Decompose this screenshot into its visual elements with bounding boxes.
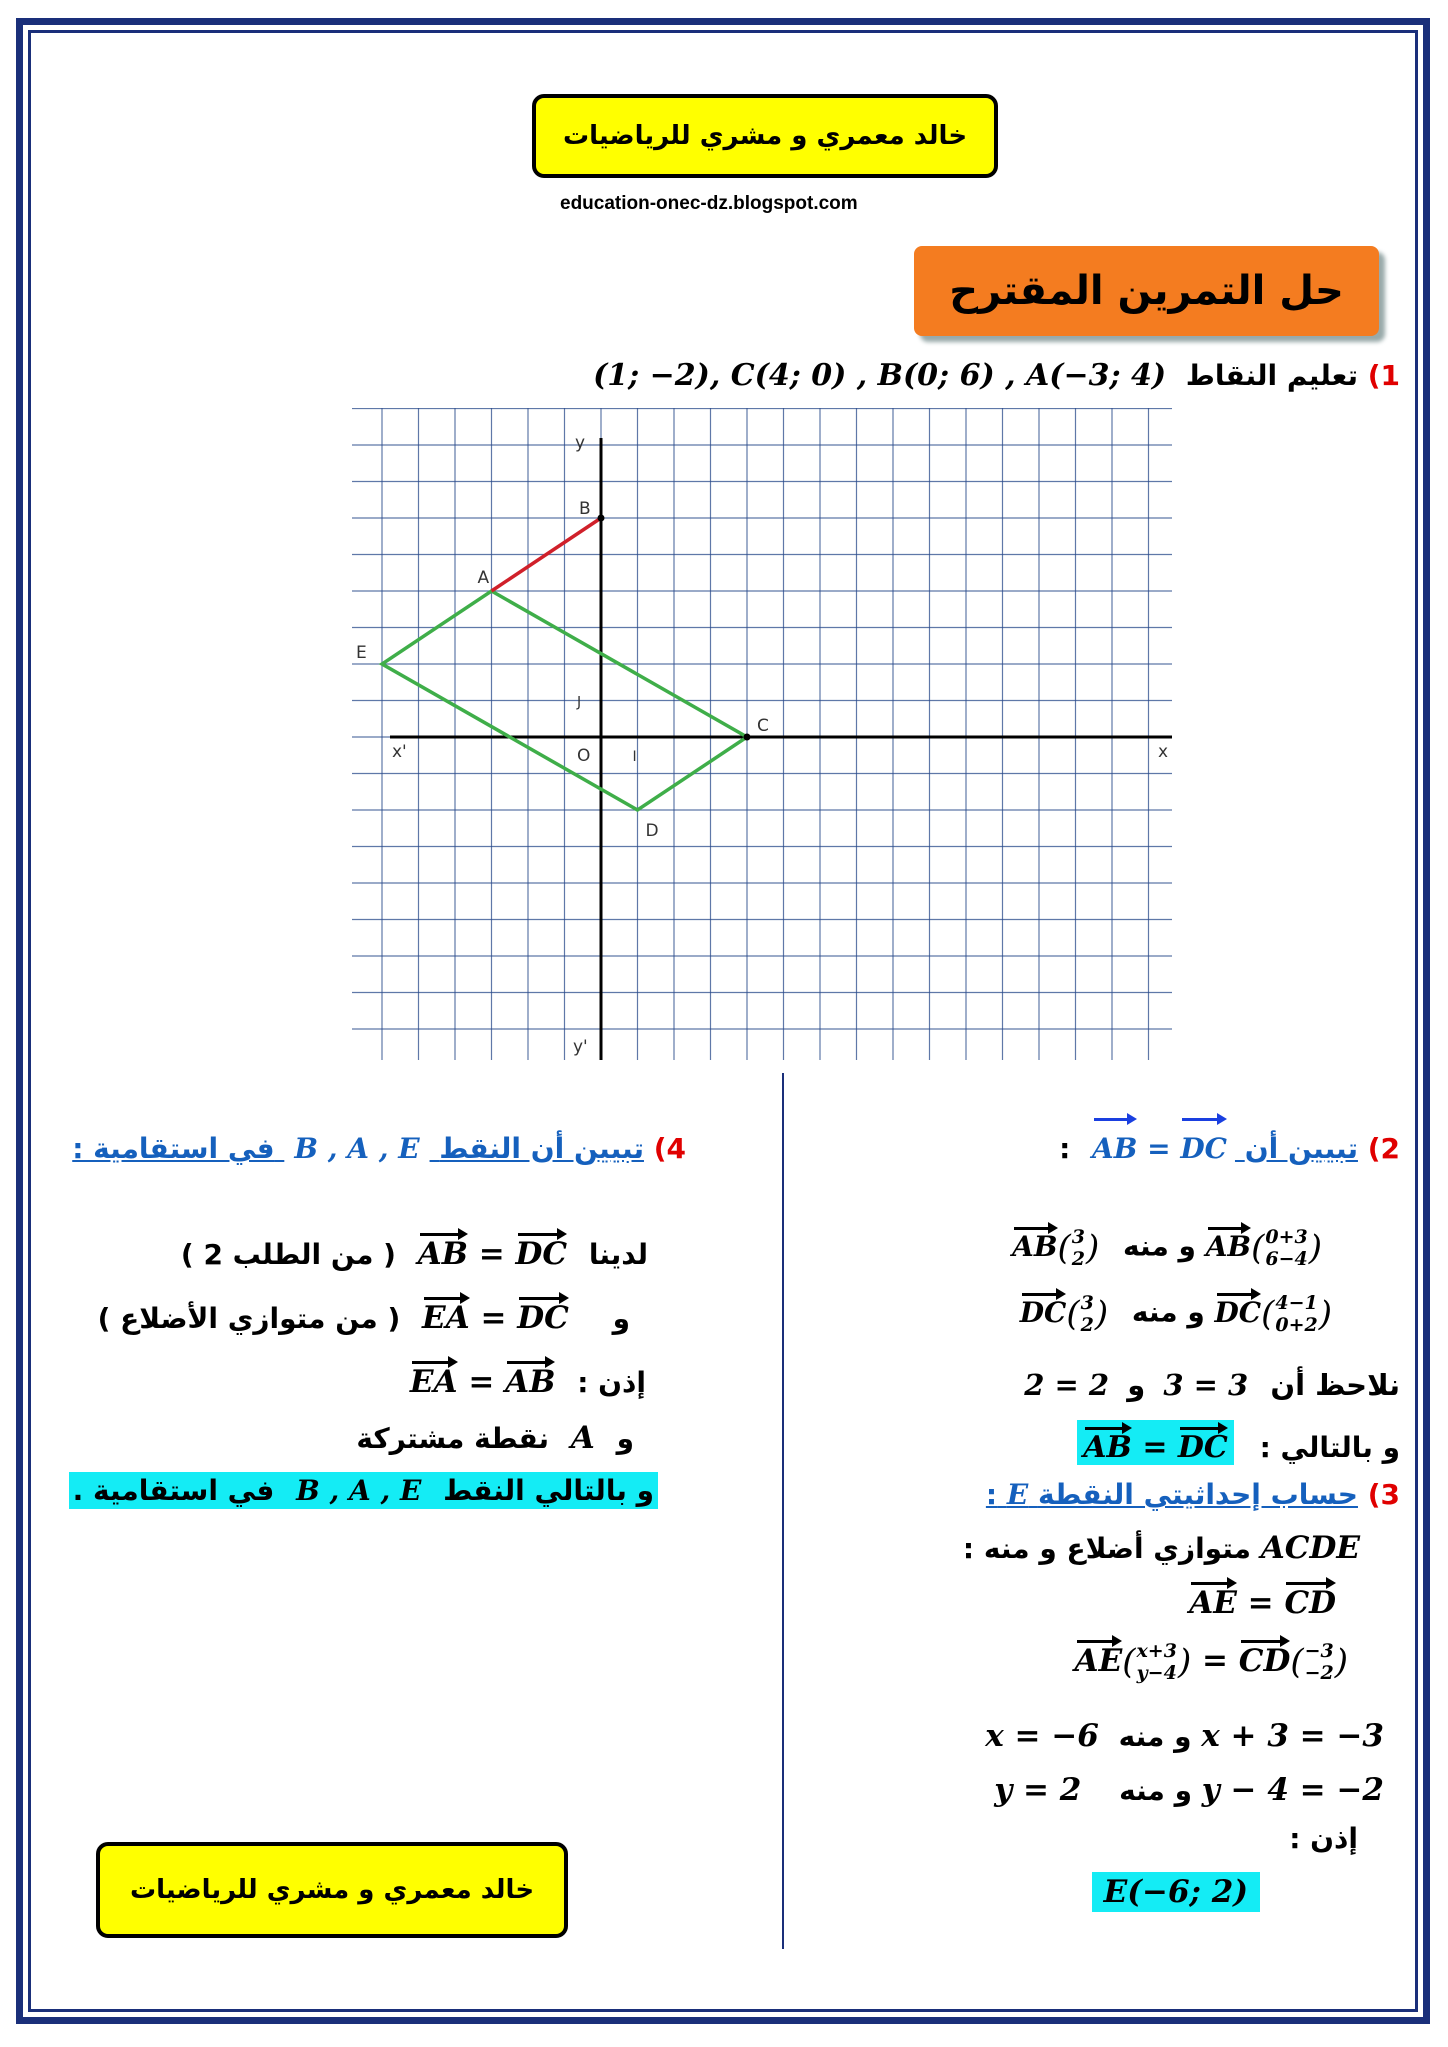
q2-ab-line xyxy=(1012,1226,1322,1270)
q3-vec-eq-line xyxy=(1189,1585,1336,1621)
label-origin: O xyxy=(577,746,591,766)
q3-components-line xyxy=(1075,1640,1348,1684)
q4-conclusion-end: في استقامية . xyxy=(72,1474,275,1507)
point-c xyxy=(744,734,751,741)
q2-heading-label: تبيين أن xyxy=(1244,1132,1358,1165)
q4-we-have: لدينا xyxy=(588,1238,648,1271)
section-title: حل التمرين المقترح xyxy=(949,268,1344,314)
ab-res-x: 3 xyxy=(1071,1226,1086,1248)
q3-parallelogram-text: متوازي أضلاع و منه : xyxy=(962,1532,1251,1565)
vector-ea-q4: EA xyxy=(422,1300,470,1336)
q4-conclusion-box xyxy=(69,1472,658,1509)
brand-title-bottom: خالد معمري و مشري للرياضيات xyxy=(129,1875,535,1905)
q3-heading-point: E xyxy=(1006,1478,1029,1511)
q4-heading-points: B , A , E xyxy=(294,1132,420,1165)
q4-heading xyxy=(72,1132,686,1165)
label-b: B xyxy=(579,499,591,519)
q2-and: و xyxy=(1127,1368,1146,1402)
ab-calc: AB( 0+3 6−4 ) xyxy=(1205,1226,1322,1270)
vector-ab-2: AB xyxy=(1012,1229,1058,1263)
q3-result-line xyxy=(1092,1872,1260,1912)
q3-heading-label: حساب إحداثيتي النقطة xyxy=(1037,1478,1358,1511)
vector-ae: AE xyxy=(1189,1585,1237,1621)
q4-common-point: نقطة مشتركة xyxy=(356,1422,550,1455)
q3-then: إذن : xyxy=(1289,1822,1358,1855)
q2-and-from-2: و منه xyxy=(1131,1295,1205,1329)
q3-y-line xyxy=(994,1772,1384,1808)
q3-res-y: y = 2 xyxy=(994,1772,1082,1808)
vector-ae-2: AE xyxy=(1074,1642,1123,1679)
q4-eq2: EA = DC xyxy=(422,1300,569,1336)
ae-comp-x: x+3 xyxy=(1136,1640,1177,1662)
q3-heading-colon: : xyxy=(985,1478,998,1511)
q1-text: تعليم النقاط xyxy=(1185,359,1358,392)
q3-number: 3) xyxy=(1367,1478,1400,1511)
label-unit-x: I xyxy=(632,749,637,765)
q4-conclusion-start: و بالتالي النقط xyxy=(443,1474,654,1507)
q2-dc-line xyxy=(1020,1292,1332,1336)
q4-line2 xyxy=(98,1300,630,1336)
ab-calc-x: 0+3 xyxy=(1265,1226,1308,1248)
q3-res-x: x = −6 xyxy=(985,1718,1099,1754)
section-title-banner xyxy=(914,246,1379,336)
vector-cd: CD xyxy=(1284,1585,1336,1621)
vector-ab-q4: AB xyxy=(417,1236,468,1272)
q3-x-line xyxy=(985,1718,1384,1754)
vector-dc-heading: DC xyxy=(1180,1132,1227,1165)
dc-calc-y: 0+2 xyxy=(1275,1314,1318,1336)
q4-number: 4) xyxy=(653,1132,686,1165)
q2-and-from-1: و منه xyxy=(1123,1229,1196,1263)
site-url: education-onec-dz.blogspot.com xyxy=(560,193,858,214)
vector-dc-q4: DC xyxy=(515,1236,568,1272)
brand-banner-bottom xyxy=(96,1842,568,1938)
q2-notice: نلاحظ أن xyxy=(1270,1368,1400,1402)
label-x-axis: x xyxy=(1158,742,1169,762)
ae-comp-y: y−4 xyxy=(1136,1662,1177,1684)
q4-point-a: A xyxy=(570,1420,595,1456)
q3-heading xyxy=(986,1478,1400,1511)
q4-from-para: ( من متوازي الأضلاع ) xyxy=(97,1302,401,1335)
label-x-neg-axis: x' xyxy=(392,742,407,762)
q4-and-2: و xyxy=(616,1422,634,1455)
q2-therefore: و بالتالي : xyxy=(1259,1431,1400,1464)
q4-line4 xyxy=(356,1420,634,1456)
q4-from-q2: ( من الطلب 2 ) xyxy=(180,1238,396,1271)
q2-therefore-line xyxy=(1077,1420,1400,1465)
q2-notice-eq1: 3 = 3 xyxy=(1163,1368,1249,1402)
brand-title: خالد معمري و مشري للرياضيات xyxy=(562,121,968,151)
q2-heading-text xyxy=(1092,1132,1358,1165)
label-d: D xyxy=(645,821,659,841)
cd-comp-y: −2 xyxy=(1304,1662,1334,1684)
vector-ab-q4-2: AB xyxy=(505,1364,556,1400)
q3-heading-text xyxy=(986,1478,1358,1511)
label-e: E xyxy=(356,643,367,663)
q2-result: AB = DC xyxy=(1077,1420,1234,1465)
dc-calc: DC( 4−1 0+2 ) xyxy=(1214,1292,1332,1336)
q4-heading-end: في استقامية : xyxy=(72,1132,275,1165)
q4-conclusion-points: B , A , E xyxy=(296,1474,422,1507)
q3-parallelogram-name: ACDE xyxy=(1260,1530,1360,1566)
dc-calc-x: 4−1 xyxy=(1275,1292,1318,1314)
vector-ab: AB xyxy=(1205,1229,1252,1263)
q1-line xyxy=(593,358,1400,393)
q2-notice-line xyxy=(1024,1368,1400,1402)
q2-heading-eq: AB = DC xyxy=(1092,1132,1227,1165)
vector-ab-heading: AB xyxy=(1092,1132,1138,1165)
q4-line1 xyxy=(181,1236,648,1272)
q3-then-line xyxy=(1289,1822,1358,1855)
q4-line3 xyxy=(410,1364,646,1400)
q3-result: E(−6; 2) xyxy=(1092,1872,1260,1912)
label-c: C xyxy=(757,716,769,736)
q2-colon: : xyxy=(1059,1132,1071,1165)
q1-number: 1) xyxy=(1367,359,1400,392)
dc-res-x: 3 xyxy=(1080,1292,1094,1314)
q2-heading xyxy=(1059,1132,1400,1165)
q4-eq1: AB = DC xyxy=(417,1236,568,1272)
cd-comp-x: −3 xyxy=(1304,1640,1334,1662)
q3-and-from-y: و منه xyxy=(1119,1774,1192,1807)
point-b xyxy=(598,515,605,522)
vector-ea-q4-2: EA xyxy=(409,1364,458,1400)
vector-dc: DC xyxy=(1214,1295,1262,1329)
vector-ab-result: AB xyxy=(1083,1430,1132,1465)
ab-calc-y: 6−4 xyxy=(1265,1248,1308,1270)
vector-cd-2: CD xyxy=(1238,1642,1291,1679)
brand-banner-top xyxy=(532,94,998,178)
label-a: A xyxy=(477,568,490,588)
q3-components: AE( x+3 y−4 ) = CD( −3 −2 ) xyxy=(1074,1640,1348,1684)
q3-eq-y: y − 4 = −2 xyxy=(1201,1772,1384,1808)
column-divider xyxy=(782,1073,784,1949)
q4-conclusion xyxy=(69,1474,658,1507)
ab-res-y: 2 xyxy=(1071,1248,1086,1270)
dc-res-y: 2 xyxy=(1080,1314,1094,1336)
q4-then: إذن : xyxy=(577,1366,646,1399)
q4-eq3: EA = AB xyxy=(409,1364,556,1400)
q4-heading-text xyxy=(72,1132,644,1165)
q3-parallelogram-line xyxy=(963,1530,1360,1566)
vector-dc-2: DC xyxy=(1019,1295,1067,1329)
q4-heading-label: تبيين أن النقط xyxy=(439,1132,644,1165)
q3-vec-eq: AE = CD xyxy=(1189,1585,1336,1621)
coordinate-graph xyxy=(352,408,1172,1060)
q1-points: (1; −2), C(4; 0) , B(0; 6) , A(−3; 4) xyxy=(593,358,1167,393)
dc-result: DC( 3 2 ) xyxy=(1019,1292,1109,1336)
q3-eq-x: x + 3 = −3 xyxy=(1201,1718,1384,1754)
label-unit-y: J xyxy=(577,694,582,711)
vector-dc-result: DC xyxy=(1177,1430,1228,1465)
vector-dc-q4-2: DC xyxy=(517,1300,569,1336)
label-y-axis: y xyxy=(575,433,586,453)
label-y-neg-axis: y' xyxy=(573,1037,588,1057)
q4-and: و xyxy=(612,1302,630,1335)
ab-result: AB( 3 2 ) xyxy=(1012,1226,1100,1270)
q2-notice-eq2: 2 = 2 xyxy=(1024,1368,1110,1402)
q2-number: 2) xyxy=(1367,1132,1400,1165)
q3-and-from-x: و منه xyxy=(1118,1720,1192,1753)
